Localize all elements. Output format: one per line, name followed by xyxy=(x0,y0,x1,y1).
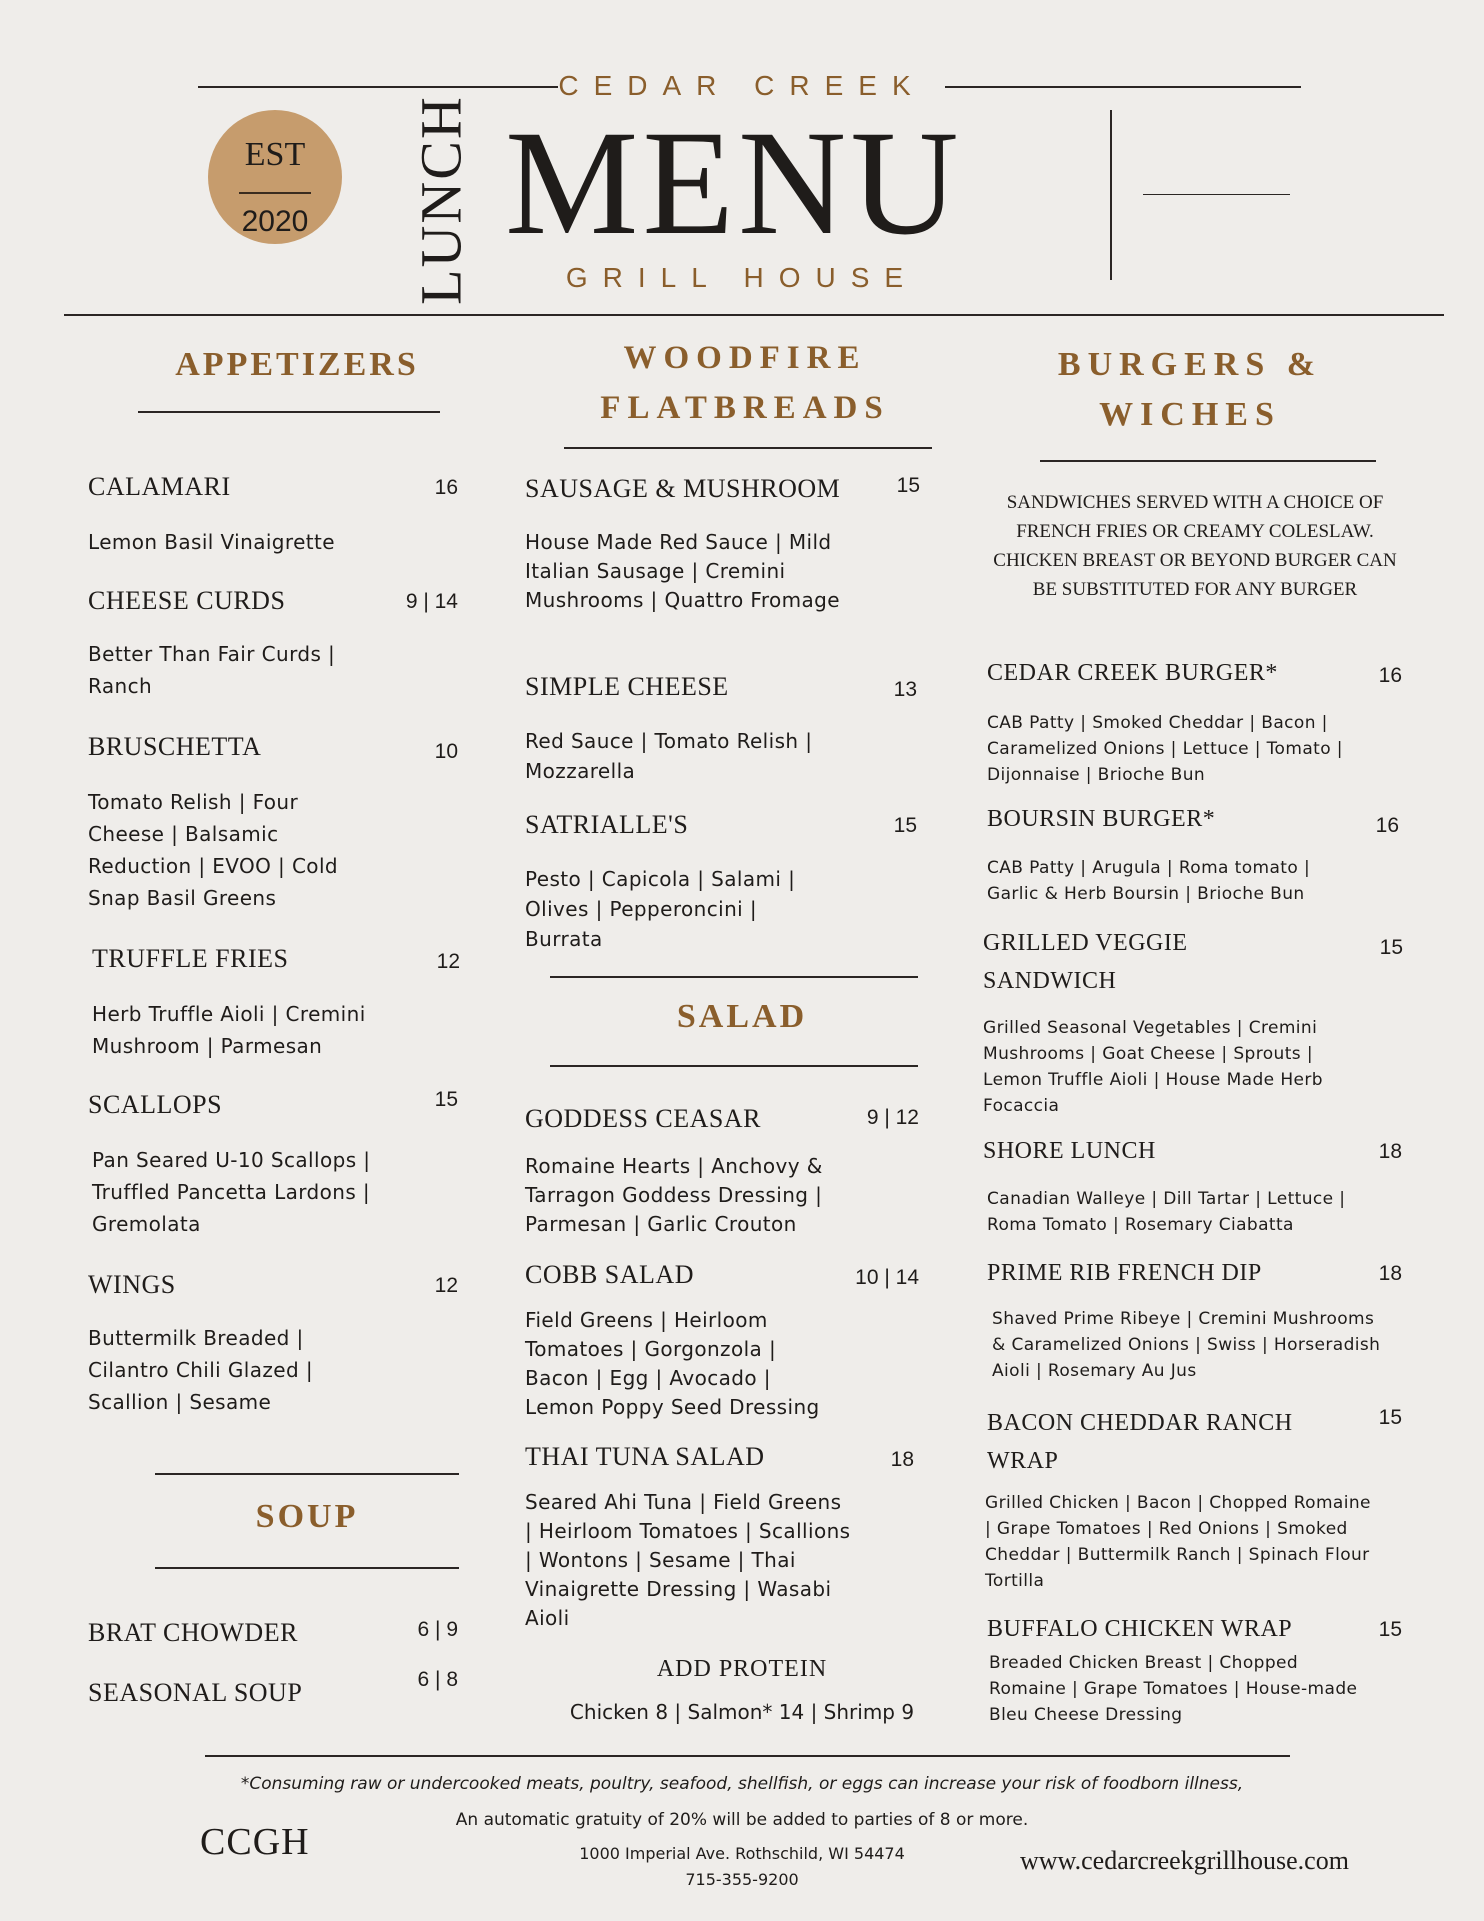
item-price: 15 xyxy=(434,1088,458,1111)
item-price: 16 xyxy=(434,476,458,499)
item-price: 10 xyxy=(434,740,458,763)
item-description: Better Than Fair Curds | Ranch xyxy=(88,642,336,698)
item-description: Pan Seared U-10 Scallops | Truffled Pancetta Lardons | Gremolata xyxy=(92,1148,371,1236)
item-price: 18 xyxy=(1378,1140,1402,1163)
header-short-rule xyxy=(1143,194,1290,195)
item-name: SATRIALLE'S xyxy=(525,810,689,839)
item-name: BUFFALO CHICKEN WRAP xyxy=(987,1616,1293,1642)
soup-rule-bottom xyxy=(155,1567,459,1569)
flatbreads-rule xyxy=(564,447,932,449)
item-name: CALAMARI xyxy=(88,472,231,501)
burgers-note: SANDWICHES SERVED WITH A CHOICE OF FRENCH FRIES OR CREAMY COLESLAW. CHICKEN BREAST OR BEYOND BURGER CAN BE SUBSTITUTED FOR ANY BURGER xyxy=(993,492,1397,600)
address: 1000 Imperial Ave. Rothschild, WI 54474 xyxy=(579,1844,905,1863)
item-description: Romaine Hearts | Anchovy & Tarragon Goddess Dressing | Parmesan | Garlic Crouton xyxy=(525,1154,823,1236)
item-name: CEDAR CREEK BURGER* xyxy=(987,660,1278,686)
item-description: Seared Ahi Tuna | Field Greens | Heirloom Tomatoes | Scallions | Wontons | Sesame | Thai Vinaigrette Dressing | Wasabi Aioli xyxy=(525,1490,851,1630)
established-badge xyxy=(208,110,342,244)
item-price: 15 xyxy=(1378,1618,1402,1641)
phone: 715-355-9200 xyxy=(685,1870,799,1889)
item-description: Herb Truffle Aioli | Cremini Mushroom | Parmesan xyxy=(92,1002,366,1058)
item-description: Pesto | Capicola | Salami | Olives | Pepperoncini | Burrata xyxy=(525,867,796,951)
item-name: COBB SALAD xyxy=(525,1260,694,1289)
item-price: 12 xyxy=(436,950,460,973)
est-year: 2020 xyxy=(241,205,309,238)
item-name: SAUSAGE & MUSHROOM xyxy=(525,474,841,503)
soup-rule-top xyxy=(155,1473,459,1475)
flatbreads-heading-line1: WOODFIRE xyxy=(623,340,867,376)
menu-title: MENU xyxy=(505,100,963,266)
item-price: 9 | 12 xyxy=(866,1106,919,1129)
item-description: Grilled Seasonal Vegetables | Cremini Mushrooms | Goat Cheese | Sprouts | Lemon Truffle Aioli | House Made Herb Focaccia xyxy=(983,1018,1323,1116)
item-description: Shaved Prime Ribeye | Cremini Mushrooms & Caramelized Onions | Swiss | Horseradish Aioli | Rosemary Au Jus xyxy=(992,1309,1381,1381)
item-name: GRILLED VEGGIE SANDWICH xyxy=(983,930,1188,994)
item-price: 16 xyxy=(1375,814,1399,837)
website-link[interactable]: www.cedarcreekgrillhouse.com xyxy=(1020,1846,1349,1875)
header-vertical-rule xyxy=(1110,110,1112,280)
item-description: Lemon Basil Vinaigrette xyxy=(88,530,335,554)
item-price: 18 xyxy=(890,1448,914,1471)
item-price: 10 | 14 xyxy=(855,1266,919,1289)
item-price: 6 | 8 xyxy=(417,1668,458,1691)
monogram: CCGH xyxy=(200,1821,310,1863)
item-name: SCALLOPS xyxy=(88,1090,223,1119)
item-price: 12 xyxy=(434,1274,458,1297)
est-divider xyxy=(239,192,311,194)
soup-heading: SOUP xyxy=(255,1498,359,1535)
item-description: CAB Patty | Arugula | Roma tomato | Garlic & Herb Boursin | Brioche Bun xyxy=(987,858,1311,904)
gratuity-note: An automatic gratuity of 20% will be added to parties of 8 or more. xyxy=(455,1810,1029,1830)
flatbreads-heading-line2: FLATBREADS xyxy=(600,390,890,426)
item-name: BOURSIN BURGER* xyxy=(987,806,1216,832)
item-name: PRIME RIB FRENCH DIP xyxy=(987,1260,1262,1286)
item-name: WINGS xyxy=(88,1270,176,1299)
item-price: 15 xyxy=(896,474,920,497)
item-price: 15 xyxy=(1378,1406,1402,1429)
item-name: GODDESS CEASAR xyxy=(525,1104,761,1133)
brand-name-top: CEDAR CREEK xyxy=(558,70,926,101)
burgers-rule xyxy=(1040,460,1376,462)
item-name: SEASONAL SOUP xyxy=(88,1678,303,1707)
salad-rule-bottom xyxy=(550,1065,918,1067)
item-price: 15 xyxy=(893,814,917,837)
header-bottom-rule xyxy=(64,314,1444,316)
item-name: CHEESE CURDS xyxy=(88,586,286,615)
brand-name-bottom: GRILL HOUSE xyxy=(565,262,919,293)
item-name: SHORE LUNCH xyxy=(983,1138,1156,1164)
appetizers-rule xyxy=(138,411,440,413)
est-label: EST xyxy=(244,136,306,173)
appetizers-heading: APPETIZERS xyxy=(175,346,419,383)
item-name: BRUSCHETTA xyxy=(88,732,262,761)
item-description: CAB Patty | Smoked Cheddar | Bacon | Caramelized Onions | Lettuce | Tomato | Dijonnaise | Brioche Bun xyxy=(987,713,1343,785)
item-description: Field Greens | Heirloom Tomatoes | Gorgonzola | Bacon | Egg | Avocado | Lemon Poppy Seed Dressing xyxy=(525,1308,820,1419)
item-name: TRUFFLE FRIES xyxy=(92,944,289,973)
item-description: Canadian Walleye | Dill Tartar | Lettuce | Roma Tomato | Rosemary Ciabatta xyxy=(987,1189,1346,1235)
footer-rule xyxy=(205,1755,1290,1757)
item-description: Breaded Chicken Breast | Chopped Romaine | Grape Tomatoes | House-made Bleu Cheese Dressing xyxy=(989,1653,1358,1725)
item-description: Red Sauce | Tomato Relish | Mozzarella xyxy=(525,729,813,783)
meal-label-text: LUNCH xyxy=(408,94,474,305)
burgers-heading-line2: WICHES xyxy=(1099,396,1281,433)
burgers-heading-line1: BURGERS & xyxy=(1057,346,1323,383)
item-price: 6 | 9 xyxy=(417,1618,458,1641)
item-price: 15 xyxy=(1379,936,1403,959)
item-price: 16 xyxy=(1378,664,1402,687)
item-name: BACON CHEDDAR RANCH WRAP xyxy=(987,1410,1293,1474)
salad-rule-top xyxy=(550,976,918,978)
item-description: Grilled Chicken | Bacon | Chopped Romaine | Grape Tomatoes | Red Onions | Smoked Cheddar | Buttermilk Ranch | Spinach Flour Tortilla xyxy=(985,1493,1371,1591)
salad-heading: SALAD xyxy=(676,998,808,1035)
item-price: 9 | 14 xyxy=(405,590,458,613)
item-price: 13 xyxy=(893,678,917,701)
item-name: THAI TUNA SALAD xyxy=(525,1442,765,1471)
item-name: SIMPLE CHEESE xyxy=(525,672,729,701)
item-description: Tomato Relish | Four Cheese | Balsamic Reduction | EVOO | Cold Snap Basil Greens xyxy=(88,790,338,910)
item-description: Buttermilk Breaded | Cilantro Chili Glazed | Scallion | Sesame xyxy=(88,1326,314,1414)
item-price: 18 xyxy=(1378,1262,1402,1285)
item-name: BRAT CHOWDER xyxy=(88,1618,298,1647)
add-protein-list: Chicken 8 | Salmon* 14 | Shrimp 9 xyxy=(569,1700,915,1724)
disclaimer: *Consuming raw or undercooked meats, poultry, seafood, shellfish, or eggs can increase your risk of foodborn illness, xyxy=(240,1774,1244,1794)
add-protein-title: ADD PROTEIN xyxy=(656,1656,828,1682)
item-description: House Made Red Sauce | Mild Italian Sausage | Cremini Mushrooms | Quattro Fromage xyxy=(525,530,840,612)
